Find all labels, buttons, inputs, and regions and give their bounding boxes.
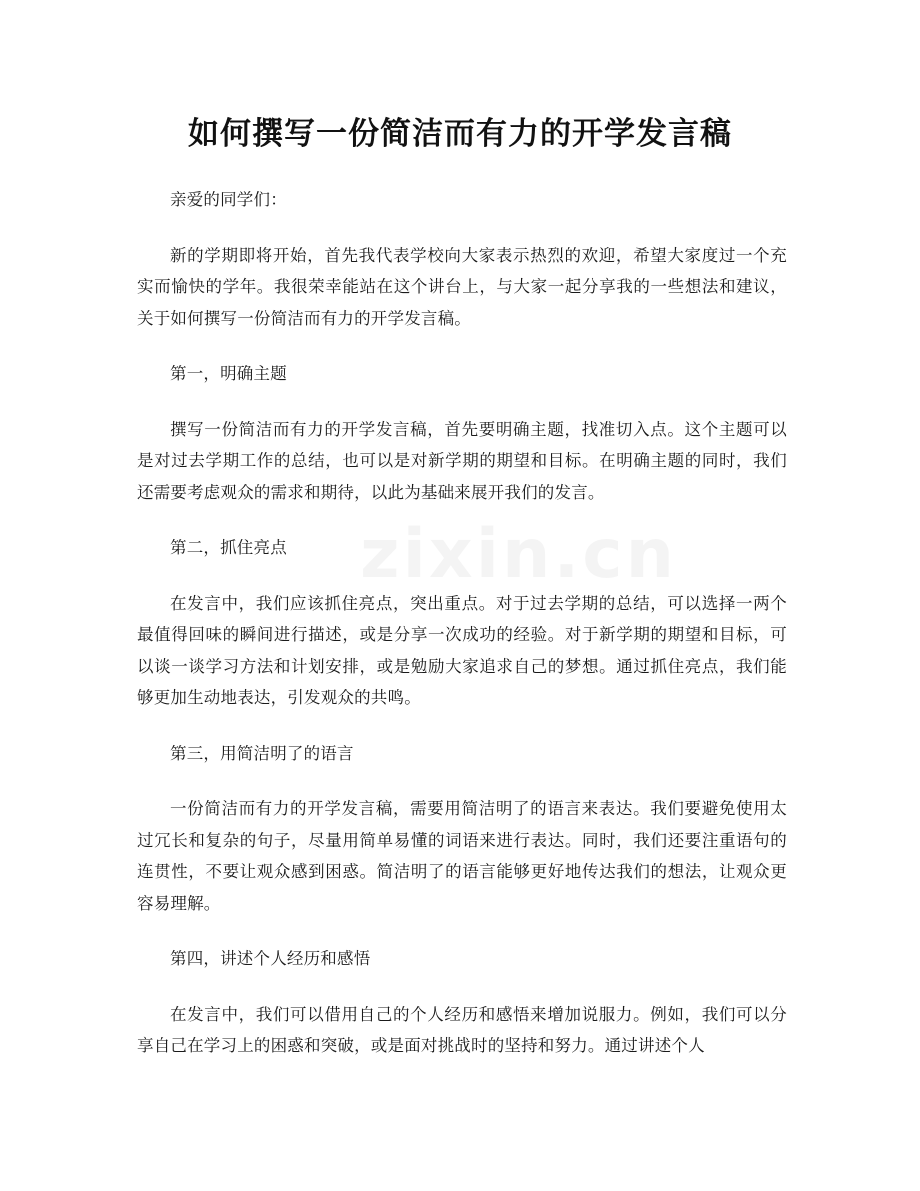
section-paragraph-2: 在发言中，我们应该抓住亮点，突出重点。对于过去学期的总结，可以选择一两个最值得回味的瞬间进行描述，或是分享一次成功的经验。对于新学期的期望和目标，可以谈一谈学习方法和计划安排，或是勉励大家追求自己的梦想。通过抓住亮点，我们能够更加生动地表达，引发观众的共鸣。 bbox=[137, 593, 787, 707]
section-heading-2: 第二，抓住亮点 bbox=[170, 538, 287, 557]
intro-paragraph: 新的学期即将开始，首先我代表学校向大家表示热烈的欢迎，希望大家度过一个充实而愉快的学年。我很荣幸能站在这个讲台上，与大家一起分享我的一些想法和建议，关于如何撰写一份简洁而有力的开学发言稿。 bbox=[137, 245, 787, 328]
salutation: 亲爱的同学们： bbox=[170, 190, 287, 209]
section-heading-4: 第四，讲述个人经历和感悟 bbox=[170, 949, 371, 968]
section-heading-3: 第三，用简洁明了的语言 bbox=[170, 743, 354, 763]
section-paragraph-4: 在发言中，我们可以借用自己的个人经历和感悟来增加说服力。例如，我们可以分享自己在学习上的困惑和突破，或是面对挑战时的坚持和努力。通过讲述个人 bbox=[137, 1004, 787, 1055]
section-paragraph-3: 一份简洁而有力的开学发言稿，需要用简洁明了的语言来表达。我们要避免使用太过冗长和复杂的句子，尽量用简单易懂的词语来进行表达。同时，我们还要注重语句的连贯性，不要让观众感到困惑。简洁明了的语言能够更好地传达我们的想法，让观众更容易理解。 bbox=[137, 799, 787, 913]
section-heading-1: 第一，明确主题 bbox=[170, 364, 287, 383]
page-title: 如何撰写一份简洁而有力的开学发言稿 bbox=[188, 116, 732, 152]
document-body bbox=[137, 184, 787, 1086]
section-paragraph-1: 撰写一份简洁而有力的开学发言稿，首先要明确主题，找准切入点。这个主题可以是对过去学期工作的总结，也可以是对新学期的期望和目标。在明确主题的同时，我们还需要考虑观众的需求和期待，以此为基础来展开我们的发言。 bbox=[137, 419, 787, 502]
